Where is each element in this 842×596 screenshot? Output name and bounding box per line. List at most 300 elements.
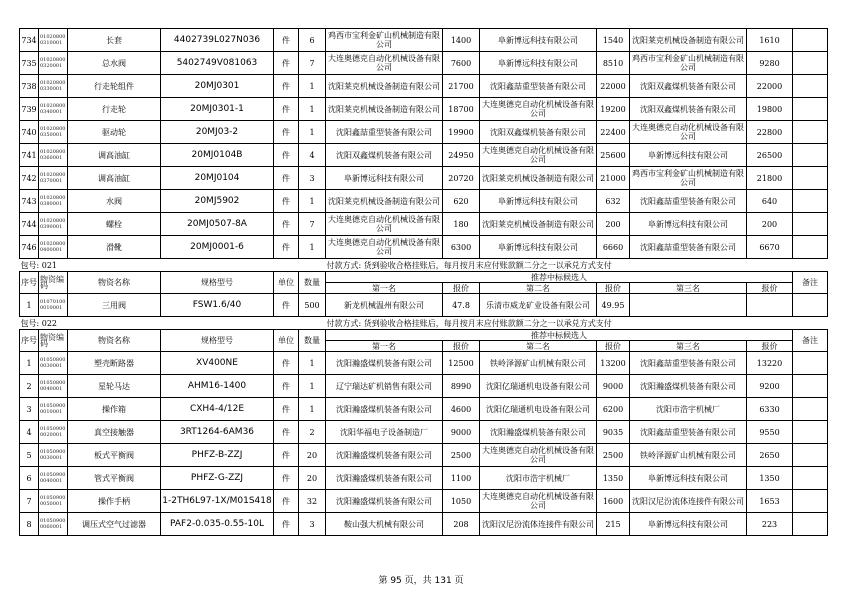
unit: 件 — [274, 398, 299, 421]
quantity: 20 — [299, 444, 326, 467]
item-number: 7 — [20, 490, 39, 513]
first-price: 1400 — [443, 29, 480, 52]
first-candidate: 沈阳莱克机械设备制造有限公司 — [326, 98, 443, 121]
third-price: 223 — [747, 513, 793, 536]
second-price: 49.95 — [597, 294, 630, 317]
remark — [793, 375, 828, 398]
unit: 件 — [274, 121, 299, 144]
header-second: 第二名 — [480, 341, 597, 352]
unit: 件 — [274, 375, 299, 398]
quantity: 4 — [299, 144, 326, 167]
second-price: 200 — [597, 213, 630, 236]
spec-model: FSW1.6/40 — [161, 294, 274, 317]
header-first: 第一名 — [326, 283, 443, 294]
first-price: 21700 — [443, 75, 480, 98]
table-row — [20, 294, 828, 317]
remark — [793, 421, 828, 444]
second-price: 19200 — [597, 98, 630, 121]
table-row — [20, 190, 828, 213]
material-code: 01020800 0310001 — [39, 29, 68, 52]
third-candidate: 阜新博远科技有限公司 — [630, 513, 747, 536]
material-name: 塑壳断路器 — [68, 352, 161, 375]
material-code: 01020800 0370001 — [39, 167, 68, 190]
quantity: 1 — [299, 75, 326, 98]
quantity: 1 — [299, 190, 326, 213]
remark — [793, 167, 828, 190]
first-price: 620 — [443, 190, 480, 213]
spec-model: 20MJ0301 — [161, 75, 274, 98]
quantity: 1 — [299, 121, 326, 144]
second-candidate: 沈阳亿瑞通机电设备有限公司 — [480, 398, 597, 421]
remark — [793, 398, 828, 421]
third-candidate: 沈阳汉尼汾流体连接件有限公司 — [630, 490, 747, 513]
third-candidate: 沈阳鑫喆重型装备有限公司 — [630, 421, 747, 444]
third-candidate: 阜新博远科技有限公司 — [630, 467, 747, 490]
first-price: 19900 — [443, 121, 480, 144]
second-price: 1600 — [597, 490, 630, 513]
unit: 件 — [274, 190, 299, 213]
third-candidate — [630, 294, 747, 317]
item-number: 4 — [20, 421, 39, 444]
unit: 件 — [274, 52, 299, 75]
item-number: 741 — [20, 144, 39, 167]
third-candidate: 阜新博远科技有限公司 — [630, 213, 747, 236]
header-row — [20, 330, 828, 341]
quantity: 3 — [299, 513, 326, 536]
table-row — [20, 352, 828, 375]
quantity: 1 — [299, 98, 326, 121]
quantity: 32 — [299, 490, 326, 513]
first-price: 18700 — [443, 98, 480, 121]
material-name: 长套 — [68, 29, 161, 52]
first-candidate: 沈阳瀚盛煤机装备有限公司 — [326, 444, 443, 467]
quantity: 6 — [299, 29, 326, 52]
material-name: 行走轮组件 — [68, 75, 161, 98]
second-candidate: 大连奥德克自动化机械设备有限公司 — [480, 490, 597, 513]
third-price: 26500 — [747, 144, 793, 167]
table-row — [20, 421, 828, 444]
spec-model: 20MJ0301-1 — [161, 98, 274, 121]
third-price: 1653 — [747, 490, 793, 513]
material-code: 01020800 0390001 — [39, 213, 68, 236]
header-qty: 数量 — [299, 330, 326, 352]
second-candidate: 沈阳瀚盛煤机装备有限公司 — [480, 421, 597, 444]
third-candidate: 沈阳瀚盛煤机装备有限公司 — [630, 375, 747, 398]
procurement-table-page — [19, 28, 827, 536]
third-candidate: 沈阳鑫喆重型装备有限公司 — [630, 236, 747, 259]
material-code: 01050800 0040001 — [39, 375, 68, 398]
third-price: 2650 — [747, 444, 793, 467]
third-price: 200 — [747, 213, 793, 236]
third-candidate: 鸡西市宝利金矿山机械制造有限公司 — [630, 52, 747, 75]
quantity: 3 — [299, 167, 326, 190]
quantity: 1 — [299, 236, 326, 259]
page-footer: 第 95 页，共 131 页 — [378, 576, 464, 586]
unit: 件 — [274, 213, 299, 236]
first-price: 8990 — [443, 375, 480, 398]
bid-table — [19, 28, 828, 536]
item-number: 743 — [20, 190, 39, 213]
first-candidate: 大连奥德克自动化机械设备有限公司 — [326, 52, 443, 75]
header-row — [20, 272, 828, 283]
header-first: 第一名 — [326, 341, 443, 352]
material-code: 01050900 0030001 — [39, 444, 68, 467]
unit: 件 — [274, 98, 299, 121]
header-third: 第三名 — [630, 283, 747, 294]
first-candidate: 沈阳莱克机械设备制造有限公司 — [326, 190, 443, 213]
second-candidate: 阜新博远科技有限公司 — [480, 29, 597, 52]
remark — [793, 467, 828, 490]
item-number: 735 — [20, 52, 39, 75]
unit: 件 — [274, 294, 299, 317]
table-row — [20, 236, 828, 259]
first-candidate: 沈阳瀚盛煤机装备有限公司 — [326, 467, 443, 490]
second-price: 25600 — [597, 144, 630, 167]
material-name: 水阀 — [68, 190, 161, 213]
header-price: 报价 — [597, 283, 630, 294]
material-code: 01020800 0350001 — [39, 121, 68, 144]
spec-model: 20MJ0001-6 — [161, 236, 274, 259]
second-price: 632 — [597, 190, 630, 213]
third-price: 6330 — [747, 398, 793, 421]
third-candidate: 沈阳鑫喆重型装备有限公司 — [630, 352, 747, 375]
header-code: 物资编码 — [39, 330, 68, 352]
header-recommend: 推荐中标候选人 — [326, 330, 793, 341]
third-candidate: 沈阳双鑫煤机装备有限公司 — [630, 98, 747, 121]
header-no: 序号 — [20, 272, 39, 294]
table-row — [20, 490, 828, 513]
header-price: 报价 — [747, 283, 793, 294]
first-price: 180 — [443, 213, 480, 236]
remark — [793, 444, 828, 467]
item-number: 2 — [20, 375, 39, 398]
table-row — [20, 98, 828, 121]
third-price: 6670 — [747, 236, 793, 259]
second-price: 9000 — [597, 375, 630, 398]
first-candidate: 阜新博远科技有限公司 — [326, 167, 443, 190]
first-candidate: 沈阳双鑫煤机装备有限公司 — [326, 144, 443, 167]
spec-model: PHFZ-B-ZZJ — [161, 444, 274, 467]
package-022 — [20, 317, 828, 536]
table-row — [20, 398, 828, 421]
material-name: 总水阀 — [68, 52, 161, 75]
table-row — [20, 467, 828, 490]
header-unit: 单位 — [274, 330, 299, 352]
quantity: 1 — [299, 375, 326, 398]
quantity: 500 — [299, 294, 326, 317]
third-price: 9280 — [747, 52, 793, 75]
material-code: 01020800 0400001 — [39, 236, 68, 259]
second-price: 21000 — [597, 167, 630, 190]
second-price: 215 — [597, 513, 630, 536]
header-price: 报价 — [443, 341, 480, 352]
item-number: 746 — [20, 236, 39, 259]
spec-model: 5402749V081063 — [161, 52, 274, 75]
second-price: 9035 — [597, 421, 630, 444]
table-row — [20, 513, 828, 536]
second-price: 6200 — [597, 398, 630, 421]
third-candidate: 沈阳双鑫煤机装备有限公司 — [630, 75, 747, 98]
third-price: 21800 — [747, 167, 793, 190]
third-price: 13220 — [747, 352, 793, 375]
first-price: 9000 — [443, 421, 480, 444]
table-row — [20, 52, 828, 75]
material-code: 01020800 0360001 — [39, 144, 68, 167]
table-row — [20, 375, 828, 398]
spec-model: 4402739L027N036 — [161, 29, 274, 52]
first-candidate: 沈阳鑫喆重型装备有限公司 — [326, 121, 443, 144]
item-number: 742 — [20, 167, 39, 190]
third-price: 9550 — [747, 421, 793, 444]
item-number: 734 — [20, 29, 39, 52]
second-candidate: 大连奥德克自动化机械设备有限公司 — [480, 444, 597, 467]
remark — [793, 29, 828, 52]
remark — [793, 352, 828, 375]
spec-model: 20MJ5902 — [161, 190, 274, 213]
item-number: 744 — [20, 213, 39, 236]
spec-model: PAF2-0.035-0.55-10L — [161, 513, 274, 536]
first-candidate: 鞍山强大机械有限公司 — [326, 513, 443, 536]
material-name: 调高油缸 — [68, 167, 161, 190]
first-candidate: 沈阳华福电子设备制造厂 — [326, 421, 443, 444]
material-code: 01050900 0010001 — [39, 398, 68, 421]
second-price: 1540 — [597, 29, 630, 52]
package-label-row — [20, 259, 828, 272]
second-candidate: 阜新博远科技有限公司 — [480, 190, 597, 213]
unit: 件 — [274, 421, 299, 444]
header-spec: 规格型号 — [161, 272, 274, 294]
third-candidate: 沈阳莱克机械设备制造有限公司 — [630, 29, 747, 52]
second-price: 13200 — [597, 352, 630, 375]
package-021 — [20, 259, 828, 317]
material-code: 01050800 0030001 — [39, 352, 68, 375]
spec-model: 1-2TH6L97-1X/M01S418 — [161, 490, 274, 513]
first-price: 4600 — [443, 398, 480, 421]
spec-model: 20MJ0507-8A — [161, 213, 274, 236]
first-candidate: 新龙机械温州有限公司 — [326, 294, 443, 317]
item-number: 1 — [20, 294, 39, 317]
first-candidate: 沈阳瀚盛煤机装备有限公司 — [326, 398, 443, 421]
item-number: 8 — [20, 513, 39, 536]
second-candidate: 乐清市威龙矿业设备有限公司 — [480, 294, 597, 317]
first-price: 1100 — [443, 467, 480, 490]
second-candidate: 沈阳亿瑞通机电设备有限公司 — [480, 375, 597, 398]
spec-model: CXH4-4/12E — [161, 398, 274, 421]
header-name: 物资名称 — [68, 272, 161, 294]
third-price: 1350 — [747, 467, 793, 490]
unit: 件 — [274, 236, 299, 259]
material-code: 01020800 0340001 — [39, 98, 68, 121]
first-price: 208 — [443, 513, 480, 536]
third-price: 1610 — [747, 29, 793, 52]
package-label: 包号: 022 — [20, 317, 326, 330]
quantity: 2 — [299, 421, 326, 444]
third-candidate: 沈阳鑫喆重型装备有限公司 — [630, 190, 747, 213]
quantity: 7 — [299, 52, 326, 75]
header-price: 报价 — [597, 341, 630, 352]
remark — [793, 52, 828, 75]
spec-model: XV400NE — [161, 352, 274, 375]
remark — [793, 144, 828, 167]
first-candidate: 辽宁瑞达矿机销售有限公司 — [326, 375, 443, 398]
table-row — [20, 121, 828, 144]
unit: 件 — [274, 167, 299, 190]
first-candidate: 沈阳瀚盛煤机装备有限公司 — [326, 490, 443, 513]
header-recommend: 推荐中标候选人 — [326, 272, 793, 283]
first-price: 12500 — [443, 352, 480, 375]
package-020-rows — [20, 29, 828, 259]
header-price: 报价 — [747, 341, 793, 352]
first-candidate: 沈阳瀚盛煤机装备有限公司 — [326, 352, 443, 375]
third-candidate: 阜新博远科技有限公司 — [630, 144, 747, 167]
second-price: 6660 — [597, 236, 630, 259]
package-label-row — [20, 317, 828, 330]
table-row — [20, 167, 828, 190]
material-name: 板式平衡阀 — [68, 444, 161, 467]
remark — [793, 213, 828, 236]
third-candidate: 大连奥德克自动化机械设备有限公司 — [630, 121, 747, 144]
first-price: 7600 — [443, 52, 480, 75]
unit: 件 — [274, 444, 299, 467]
third-price: 22800 — [747, 121, 793, 144]
item-number: 1 — [20, 352, 39, 375]
header-remark: 备注 — [793, 330, 828, 352]
unit: 件 — [274, 513, 299, 536]
first-price: 24950 — [443, 144, 480, 167]
second-candidate: 沈阳双鑫煤机装备有限公司 — [480, 121, 597, 144]
third-candidate: 鸡西市宝利金矿山机械制造有限公司 — [630, 167, 747, 190]
unit: 件 — [274, 352, 299, 375]
second-price: 22400 — [597, 121, 630, 144]
table-row — [20, 75, 828, 98]
second-candidate: 沈阳鑫喆重型装备有限公司 — [480, 75, 597, 98]
second-candidate: 铁岭泽源矿山机械有限公司 — [480, 352, 597, 375]
material-name: 三用阀 — [68, 294, 161, 317]
quantity: 1 — [299, 352, 326, 375]
first-price: 20720 — [443, 167, 480, 190]
third-candidate: 沈阳市浩宇机械厂 — [630, 398, 747, 421]
third-price: 19800 — [747, 98, 793, 121]
table-row — [20, 29, 828, 52]
table-row — [20, 213, 828, 236]
item-number: 6 — [20, 467, 39, 490]
material-code: 01050900 0050001 — [39, 490, 68, 513]
header-name: 物资名称 — [68, 330, 161, 352]
header-remark: 备注 — [793, 272, 828, 294]
material-name: 操作手柄 — [68, 490, 161, 513]
unit: 件 — [274, 467, 299, 490]
item-number: 5 — [20, 444, 39, 467]
spec-model: PHFZ-G-ZZJ — [161, 467, 274, 490]
remark — [793, 121, 828, 144]
material-name: 行走轮 — [68, 98, 161, 121]
third-candidate: 铁岭泽源矿山机械有限公司 — [630, 444, 747, 467]
spec-model: 3RT1264-6AM36 — [161, 421, 274, 444]
quantity: 20 — [299, 467, 326, 490]
package-label: 包号: 021 — [20, 259, 326, 272]
remark — [793, 98, 828, 121]
header-qty: 数量 — [299, 272, 326, 294]
second-candidate: 大连奥德克自动化机械设备有限公司 — [480, 98, 597, 121]
material-name: 真空接触器 — [68, 421, 161, 444]
remark — [793, 236, 828, 259]
third-price: 640 — [747, 190, 793, 213]
spec-model: 20MJ0104B — [161, 144, 274, 167]
remark — [793, 490, 828, 513]
second-candidate: 阜新博远科技有限公司 — [480, 52, 597, 75]
first-candidate: 大连奥德克自动化机械设备有限公司 — [326, 236, 443, 259]
spec-model: 20MJ03-2 — [161, 121, 274, 144]
material-name: 操作箱 — [68, 398, 161, 421]
unit: 件 — [274, 490, 299, 513]
table-row — [20, 144, 828, 167]
payment-terms: 付款方式: 货到验收合格挂账后，每月按月末应付账款额二分之一以承兑方式支付 — [326, 259, 828, 272]
header-unit: 单位 — [274, 272, 299, 294]
material-code: 01020800 0380001 — [39, 190, 68, 213]
payment-terms: 付款方式: 货到验收合格挂账后，每月按月末应付账款额二分之一以承兑方式支付 — [326, 317, 828, 330]
header-no: 序号 — [20, 330, 39, 352]
remark — [793, 513, 828, 536]
unit: 件 — [274, 75, 299, 98]
unit: 件 — [274, 144, 299, 167]
material-code: 01050900 0040001 — [39, 467, 68, 490]
second-price: 2500 — [597, 444, 630, 467]
material-name: 调压式空气过滤器 — [68, 513, 161, 536]
item-number: 3 — [20, 398, 39, 421]
header-second: 第二名 — [480, 283, 597, 294]
first-price: 6300 — [443, 236, 480, 259]
quantity: 1 — [299, 398, 326, 421]
material-code: 01050900 0020001 — [39, 421, 68, 444]
second-candidate: 沈阳莱克机械设备制造有限公司 — [480, 213, 597, 236]
spec-model: AHM16-1400 — [161, 375, 274, 398]
material-name: 星轮马达 — [68, 375, 161, 398]
second-candidate: 沈阳莱克机械设备制造有限公司 — [480, 167, 597, 190]
first-price: 2500 — [443, 444, 480, 467]
header-code: 物资编码 — [39, 272, 68, 294]
header-spec: 规格型号 — [161, 330, 274, 352]
second-candidate: 沈阳汉尼汾流体连接件有限公司 — [480, 513, 597, 536]
second-price: 8510 — [597, 52, 630, 75]
item-number: 739 — [20, 98, 39, 121]
first-candidate: 鸡西市宝利金矿山机械制造有限公司 — [326, 29, 443, 52]
remark — [793, 294, 828, 317]
first-candidate: 沈阳莱克机械设备制造有限公司 — [326, 75, 443, 98]
remark — [793, 190, 828, 213]
header-price: 报价 — [443, 283, 480, 294]
remark — [793, 75, 828, 98]
material-name: 驱动轮 — [68, 121, 161, 144]
unit: 件 — [274, 29, 299, 52]
material-code: 01020800 0330001 — [39, 75, 68, 98]
second-candidate: 大连奥德克自动化机械设备有限公司 — [480, 144, 597, 167]
material-name: 管式平衡阀 — [68, 467, 161, 490]
first-price: 47.8 — [443, 294, 480, 317]
first-price: 1050 — [443, 490, 480, 513]
spec-model: 20MJ0104 — [161, 167, 274, 190]
material-name: 滑靴 — [68, 236, 161, 259]
quantity: 7 — [299, 213, 326, 236]
material-code: 01020800 0320001 — [39, 52, 68, 75]
third-price: 22000 — [747, 75, 793, 98]
first-candidate: 大连奥德克自动化机械设备有限公司 — [326, 213, 443, 236]
second-candidate: 沈阳市浩宇机械厂 — [480, 467, 597, 490]
material-name: 螺栓 — [68, 213, 161, 236]
third-price — [747, 294, 793, 317]
table-row — [20, 444, 828, 467]
material-code: 01050900 0060001 — [39, 513, 68, 536]
material-code: 01070100 0010001 — [39, 294, 68, 317]
